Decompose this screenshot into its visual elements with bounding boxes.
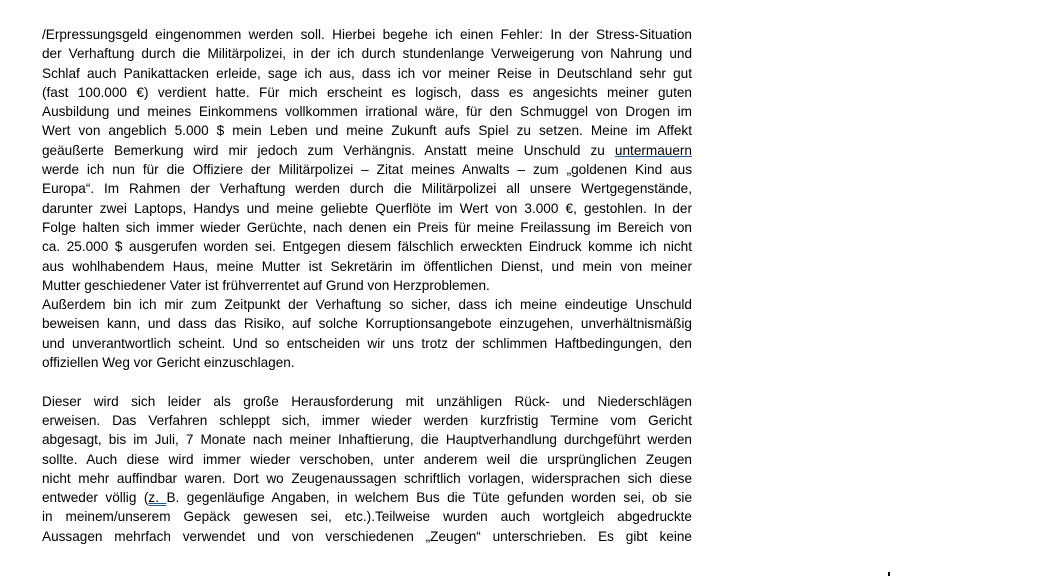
text-line: werde ich nun für die Offiziere der Militärpolizei – Zitat meines Anwalts – zum „goldenen Kind aus <box>42 162 692 178</box>
text-line: Wert von angeblich 5.000 $ mein Leben und meine Zukunft aufs Spiel zu setzen. Meine im Affekt <box>42 123 692 139</box>
text-line: entweder völlig (z. B. gegenläufige Angaben, in welchem Bus die Tüte gefunden worden sei, ob sie <box>42 490 693 506</box>
text-line: Aussagen mehrfach verwendet und von verschiedenen „Zeugen“ unterschrieben. Es gibt keine <box>42 528 692 544</box>
text-line: geäußerte Bemerkung wird mir jedoch zum Verhängnis. Anstatt meine Unschuld zu untermauern <box>42 142 692 158</box>
text-line: Schlaf auch Panikattacken erleide, sage ich aus, dass ich vor meiner Reise in Deutschland sehr gut <box>42 65 692 81</box>
spelling-flag[interactable]: untermauern <box>614 142 692 158</box>
text-cursor <box>888 572 890 576</box>
text-line: Ausbildung und meines Einkommens vollkommen irrational wäre, für den Schmuggel von Drogen im <box>42 104 692 120</box>
text-line: aus wohlhabendem Haus, meine Mutter ist Sekretärin im öffentlichen Dienst, und mein von meiner <box>42 258 692 274</box>
text-line: abgesagt, bis im Juli, 7 Monate nach meiner Inhaftierung, die Hauptverhandlung durchgeführt werden <box>42 432 692 448</box>
text-line: sollte. Auch diese wird immer wieder verschoben, unter anderem weil die ursprünglichen Zeugen <box>42 451 692 467</box>
text-line: /Erpressungsgeld eingenommen werden soll. Hierbei begehe ich einen Fehler: In der Stress-Situation <box>42 27 692 42</box>
text-line: ca. 25.000 $ ausgerufen worden sei. Entgegen diesem fälschlich erweckten Eindruck komme ich nicht <box>42 239 692 255</box>
text-line: erweisen. Das Verfahren schleppt sich, immer wieder werden kurzfristig Termine vom Gericht <box>42 412 692 428</box>
text-line: beweisen kann, und dass das Risiko, auf solche Korruptionsangebote einzugehen, unverhältnismäßig <box>42 316 692 332</box>
text-line: offiziellen Weg vor Gericht einzuschlagen. <box>42 355 295 371</box>
text-line: darunter zwei Laptops, Handys und meine geliebte Querflöte im Wert von 3.000 €, gestohlen. In der <box>42 200 692 216</box>
text-line: Mutter geschiedener Vater ist frühverrentet auf Grund von Herzproblemen. <box>42 277 490 293</box>
text-line: der Verhaftung durch die Militärpolizei, in der ich durch stundenlange Verweigerung von Nahrung und <box>42 46 692 62</box>
text-line: in meinem/unserem Gepäck gewesen sei, etc.).Teilweise wurden auch wortgleich abgedruckte <box>42 509 692 525</box>
text-line: und unverantwortlich scheint. Und so entscheiden wir uns trotz der schlimmen Haftbedingungen, den <box>42 335 692 351</box>
text-line: nicht mehr auffindbar waren. Dort wo Zeugenaussagen schriftlich vorlagen, widersprachen sich diese <box>42 470 692 486</box>
document-body[interactable] <box>42 25 692 546</box>
blank-line <box>42 372 692 391</box>
text-line: Europa“. Im Rahmen der Verhaftung werden durch die Militärpolizei all unsere Wertgegenstände, <box>42 181 692 197</box>
text-line: Dieser wird sich leider als große Herausforderung mit unzähligen Rück- und Niederschlägen <box>42 393 692 409</box>
grammar-flag[interactable]: z. <box>148 490 167 506</box>
text-line: Folge halten sich immer wieder Gerüchte, nach denen ein Preis für meine Freilassung im Bereich von <box>42 219 692 235</box>
text-line: (fast 100.000 €) verdient hatte. Für mich erscheint es logisch, dass es angesichts meiner guten <box>42 84 692 100</box>
text-line: Außerdem bin ich mir zum Zeitpunkt der Verhaftung so sicher, dass ich meine eindeutige Unschuld <box>42 297 692 313</box>
